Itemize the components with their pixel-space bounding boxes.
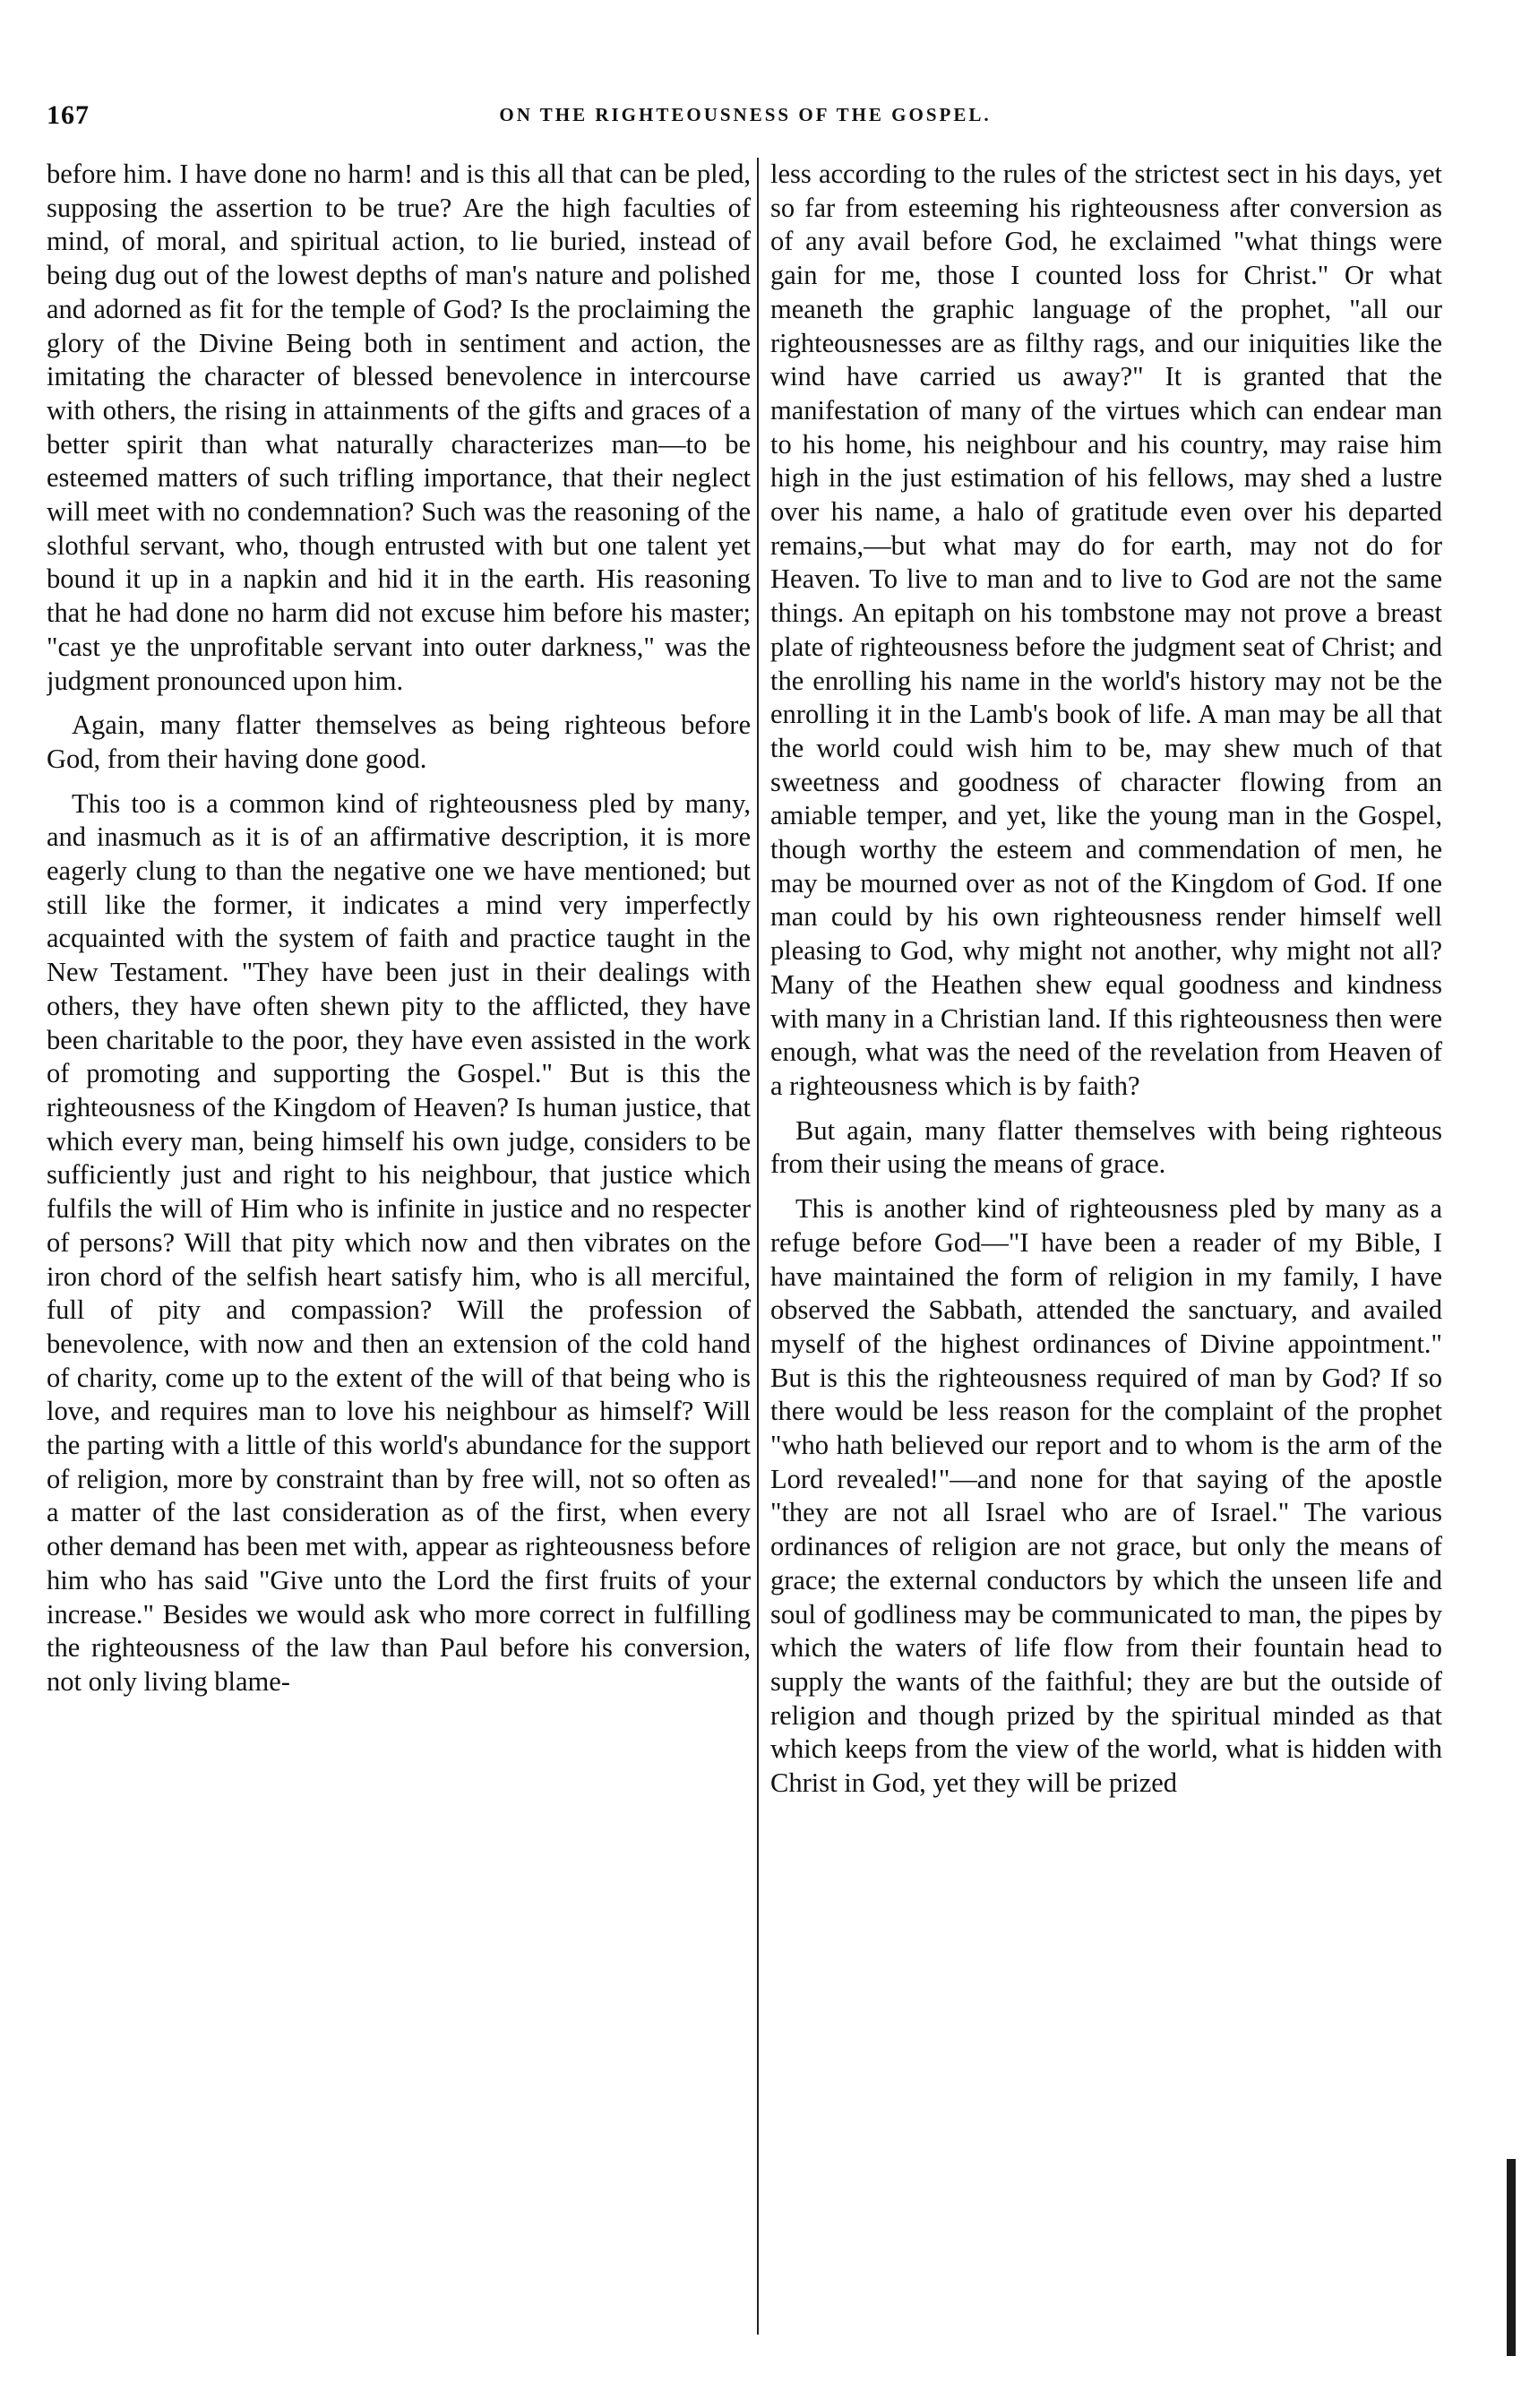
running-head — [47, 100, 1444, 136]
paragraph: This too is a common kind of righteousness pled by many, and inasmuch as it is of an affirmative description, it is more eagerly clung to than the negative one we have mentioned; but still like the former, it indicates a mind very imperfectly acquainted with the system of faith and practice taught in the New Testament. "They have been just in their dealings with others, they have often shewn pity to the afflicted, they have been charitable to the poor, they have even assisted in the work of promoting and supporting the Gospel." But is this the righteousness of the Kingdom of Heaven? Is human justice, that which every man, being himself his own judge, considers to be sufficiently just and right to his neighbour, that justice which fulfils the will of Him who is infinite in justice and no respecter of persons? Will that pity which now and then vibrates on the iron chord of the selfish heart satisfy him, who is all merciful, full of pity and compassion? Will the profession of benevolence, with now and then an extension of the cold hand of charity, come up to the extent of the will of that being who is love, and requires man to love his neighbour as himself? Will the parting with a little of this world's abundance for the support of religion, more by constraint than by free will, not so often as a matter of the last consideration as of the first, when every other demand has been met with, appear as righteousness before him who has said "Give unto the Lord the first fruits of your increase." Besides we would ask who more correct in fulfilling the righteousness of the law than Paul before his conversion, not only living blame- — [47, 787, 751, 1697]
column-divider — [757, 158, 759, 2335]
paragraph: Again, many flatter themselves as being righteous before God, from their having done good. — [47, 710, 751, 774]
paragraph: But again, many flatter themselves with being righteous from their using the means of grace. — [770, 1114, 1442, 1180]
paragraph: less according to the rules of the strictest sect in his days, yet so far from esteeming his righteousness after conversion as of any avail before God, he exclaimed "what things were gain for me, those I counted loss for Christ." Or what meaneth the graphic language of the prophet, "all our righteousnesses are as filthy rags, and our iniquities like the wind have carried us away?" It is granted that the manifestation of many of the virtues which can endear man to his home, his neighbour and his country, may raise him high in the just estimation of his fellows, may shed a lustre over his name, a halo of gratitude even over his departed remains,—but what may do for earth, may not do for Heaven. To live to man and to live to God are not the same things. An epitaph on his tombstone may not prove a breast plate of righteousness before the judgment seat of Christ; and the enrolling his name in the world's history may not be the enrolling it in the Lamb's book of life. A man may be all that the world could wish him to be, may shew much of that sweetness and goodness of character flowing from an amiable temper, and yet, like the young man in the Gospel, though worthy the esteem and commendation of men, he may be mourned over as not of the Kingdom of God. If one man could by his own righteousness render himself well pleasing to God, why might not another, why might not all? Many of the Heathen shew equal goodness and kindness with many in a Christian land. If this righteousness then were enough, what was the need of the revelation from Heaven of a righteousness which is by faith? — [770, 159, 1442, 1101]
right-column — [770, 158, 1442, 2344]
paragraph: before him. I have done no harm! and is this all that can be pled, supposing the assertion to be true? Are the high faculties of mind, of moral, and spiritual action, to lie buried, instead of being dug out of the lowest depths of man's nature and polished and adorned as fit for the temple of God? Is the proclaiming the glory of the Divine Being both in sentiment and action, the imitating the character of blessed benevolence in intercourse with others, the rising in attainments of the gifts and graces of a better spirit than what naturally characterizes man—to be esteemed matters of such trifling importance, that their neglect will meet with no condemnation? Such was the reasoning of the slothful servant, who, though entrusted with but one talent yet bound it up in a napkin and hid it in the earth. His reasoning that he had done no harm did not excuse him before his master; "cast ye the unprofitable servant into outer darkness," was the judgment pronounced upon him. — [47, 159, 751, 696]
left-column — [47, 158, 751, 2344]
page-edge-mark — [1507, 2159, 1516, 2356]
running-title: ON THE RIGHTEOUSNESS OF THE GOSPEL. — [499, 104, 992, 125]
paragraph: This is another kind of righteousness pled by many as a refuge before God—"I have been a reader of my Bible, I have maintained the form of religion in my family, I have observed the Sabbath, attended the sanctuary, and availed myself of the highest ordinances of Divine appointment." But is this the righteousness required of man by God? If so there would be less reason for the complaint of the prophet "who hath believed our report and to whom is the arm of the Lord revealed!"—and none for that saying of the apostle "they are not all Israel who are of Israel." The various ordinances of religion are not grace, but only the means of grace; the external conductors by which the unseen life and soul of godliness may be communicated to man, the pipes by which the waters of life flow from their fountain head to supply the wants of the faithful; they are but the outside of religion and though prized by the spiritual minded as that which keeps from the view of the world, what is hidden with Christ in God, yet they will be prized — [770, 1193, 1442, 1799]
page-number: 167 — [47, 100, 90, 130]
